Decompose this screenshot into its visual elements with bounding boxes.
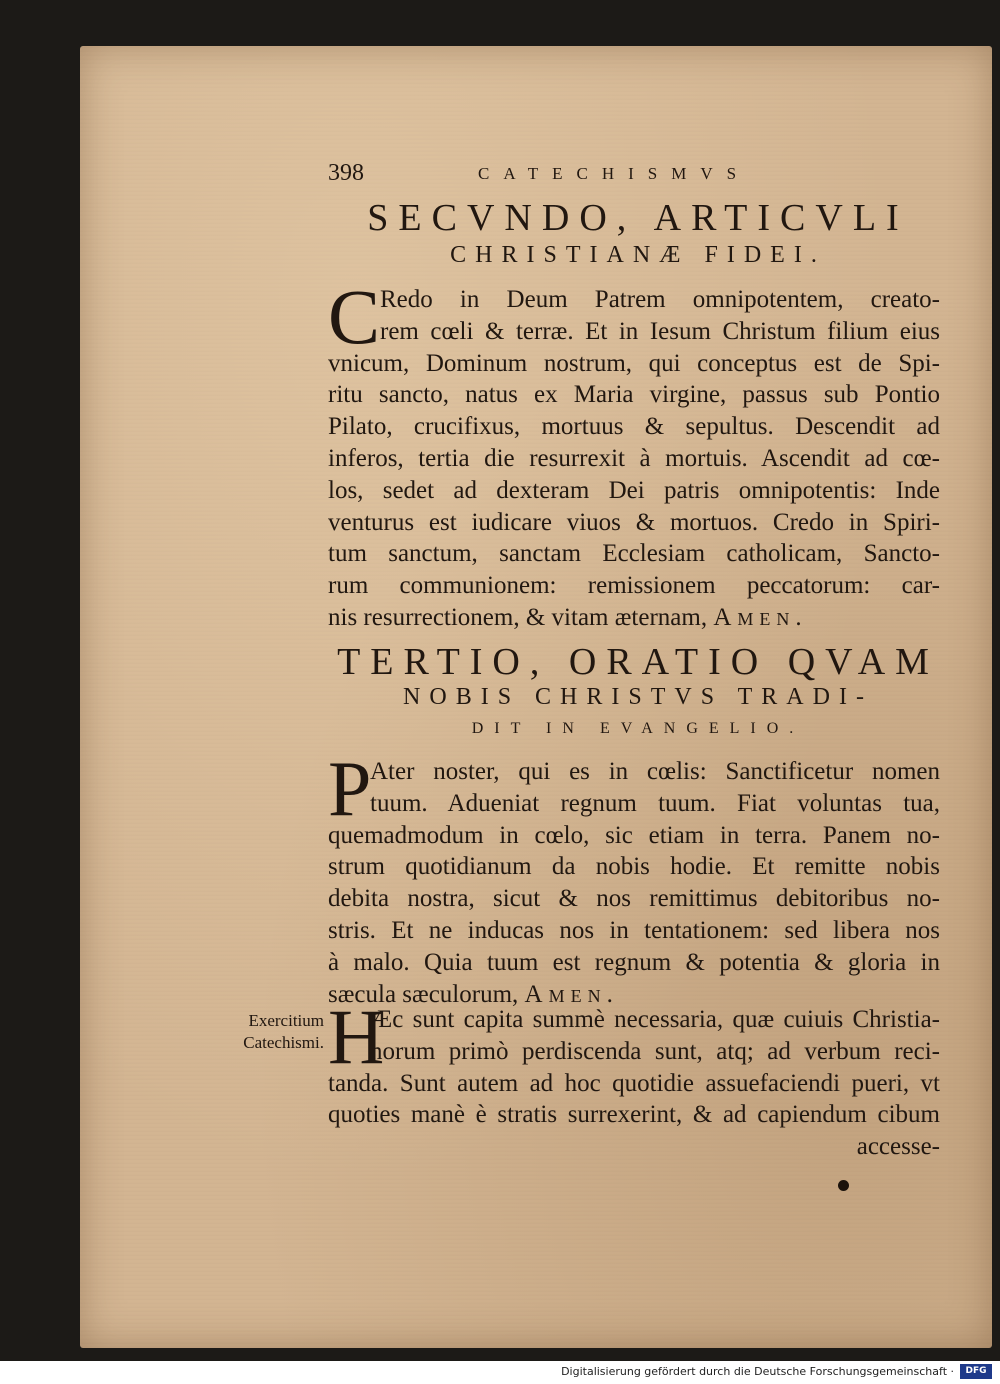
text-line: rum communionem: remissionem peccatorum: car- xyxy=(328,572,940,600)
text-line: nis resurrectionem, & vitam æternam, xyxy=(328,603,708,631)
text-line: debita nostra, sicut & nos remittimus debitoribus no- xyxy=(328,885,940,913)
amen: Amen. xyxy=(524,980,619,1008)
dfg-logo: DFG xyxy=(960,1364,992,1379)
text-line: quoties manè è stratis surrexerint, & ad capiendum cibum xyxy=(328,1101,940,1129)
text-line: Æc sunt capita summè necessaria, quæ cuiuis Christia- xyxy=(370,1006,940,1033)
running-head: CATECHISMVS xyxy=(478,164,751,183)
text-line: norum primò perdiscenda sunt, atq; ad verbum reci- xyxy=(370,1037,940,1065)
footer-bar xyxy=(0,1361,1000,1384)
dropcap: H xyxy=(328,993,385,1080)
dropcap: C xyxy=(328,273,381,360)
text-line: sæcula sæculorum, xyxy=(328,980,519,1008)
text-line: rem cœli & terræ. Et in Iesum Christum filium eius xyxy=(380,317,940,345)
section3-heading-line2: NOBIS CHRISTVS TRADI- xyxy=(403,684,873,710)
text-line: Ater noster, qui es in cœlis: Sanctificetur nomen xyxy=(370,758,940,785)
margin-note-line: Catechismi. xyxy=(243,1033,324,1052)
text-line: à malo. Quia tuum est regnum & potentia & gloria in xyxy=(328,948,940,976)
section3-text xyxy=(328,745,940,1010)
dropcap: P xyxy=(328,745,372,832)
text-line: tuum. Adueniat regnum tuum. Fiat voluntas tua, xyxy=(370,789,940,817)
text-line: strum quotidianum da nobis hodie. Et remitte nobis xyxy=(328,853,940,881)
text-line: Redo in Deum Patrem omnipotentem, creato- xyxy=(380,286,940,313)
ink-mark xyxy=(838,1180,849,1191)
section2-text xyxy=(328,273,940,634)
text-line: quemadmodum in cœlo, sic etiam in terra. Panem no- xyxy=(328,821,940,849)
section2-heading-line2: CHRISTIANÆ FIDEI. xyxy=(450,242,826,268)
page-header xyxy=(328,160,798,194)
footer-credit: Digitalisierung gefördert durch die Deutsche Forschungsgemeinschaft · xyxy=(561,1365,954,1378)
text-line: venturus est iudicare viuos & mortuos. Credo in Spiri- xyxy=(328,508,940,536)
text-line: stris. Et ne inducas nos in tentationem: sed libera nos xyxy=(328,916,940,944)
text-line: los, sedet ad dexteram Dei patris omnipotentis: Inde xyxy=(328,476,940,504)
page-number: 398 xyxy=(328,160,364,186)
section3-heading-line1: TERTIO, ORATIO QVAM xyxy=(337,641,939,683)
text-line: Pilato, crucifixus, mortuus & sepultus. Descendit ad xyxy=(328,413,940,441)
catchword: accesse- xyxy=(856,1133,940,1161)
section2-heading-line1: SECVNDO, ARTICVLI xyxy=(367,197,909,239)
text-line-last xyxy=(328,602,940,634)
text-line: tanda. Sunt autem ad hoc quotidie assuefaciendi pueri, vt xyxy=(328,1069,940,1097)
amen: Amen. xyxy=(713,603,808,631)
text-line: inferos, tertia die resurrexit à mortuis. Ascendit ad cœ- xyxy=(328,444,940,472)
text-line: vnicum, Dominum nostrum, qui conceptus est de Spi- xyxy=(328,349,940,377)
margin-note-line: Exercitium xyxy=(248,1011,324,1030)
section3-heading-line3: DIT IN EVANGELIO. xyxy=(471,720,805,737)
text-line: tum sanctum, sanctam Ecclesiam catholicam, Sancto- xyxy=(328,540,940,568)
margin-note xyxy=(212,1010,324,1054)
text-line: ritu sancto, natus ex Maria virgine, passus sub Pontio xyxy=(328,381,940,409)
